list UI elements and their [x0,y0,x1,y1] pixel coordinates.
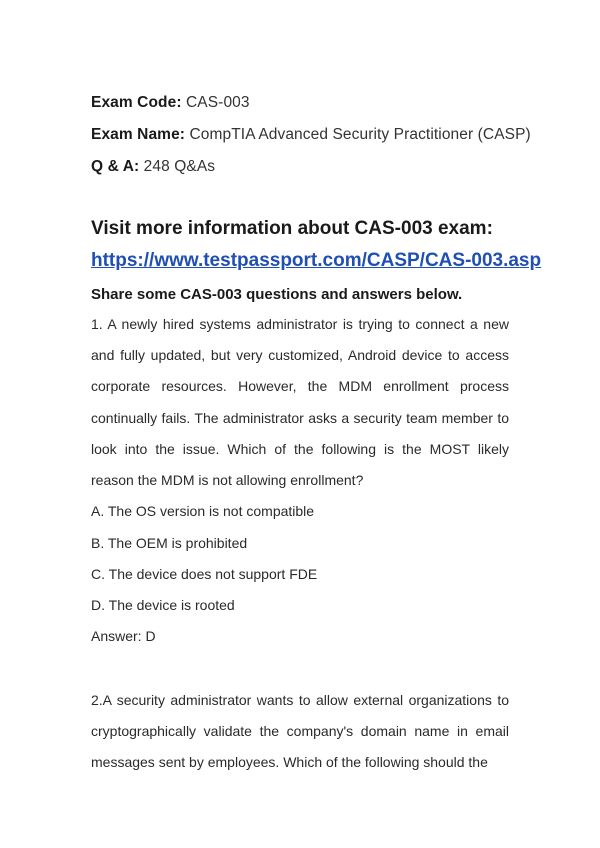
option-d: D. The device is rooted [91,597,235,613]
question-2-text: 2.A security administrator wants to allow external organizations to cryptographically validate the company's domain name in email messages sent by employees. Which of the following should the [91,692,509,771]
option-c: C. The device does not support FDE [91,566,318,582]
qa-count-line [91,158,215,176]
exam-name-value: CompTIA Advanced Security Practitioner (CASP) [189,126,531,143]
exam-code-value: CAS-003 [186,94,250,111]
question-1-text: 1. A newly hired systems administrator is trying to connect a new and fully updated, but very customized, Android device to access corporate resources. However, the MDM enrollment process continually fails. The administrator asks a security team member to look into the issue. Which of the following is the MOST likely reason the MDM is not allowing enrollment? [91,316,509,489]
option-b: B. The OEM is prohibited [91,535,248,551]
share-heading: Share some CAS-003 questions and answers below. [91,286,463,303]
exam-code-line [91,94,250,112]
qa-value: 248 Q&As [143,158,216,175]
answer-1: Answer: D [91,628,156,644]
qa-label: Q & A: [91,158,140,175]
exam-code-label: Exam Code: [91,94,182,111]
visit-heading: Visit more information about CAS-003 exam: [91,218,493,239]
exam-link[interactable]: https://www.testpassport.com/CASP/CAS-003.asp [91,250,542,271]
option-a: A. The OS version is not compatible [91,503,315,519]
exam-name-line [91,126,531,144]
exam-name-label: Exam Name: [91,126,186,143]
